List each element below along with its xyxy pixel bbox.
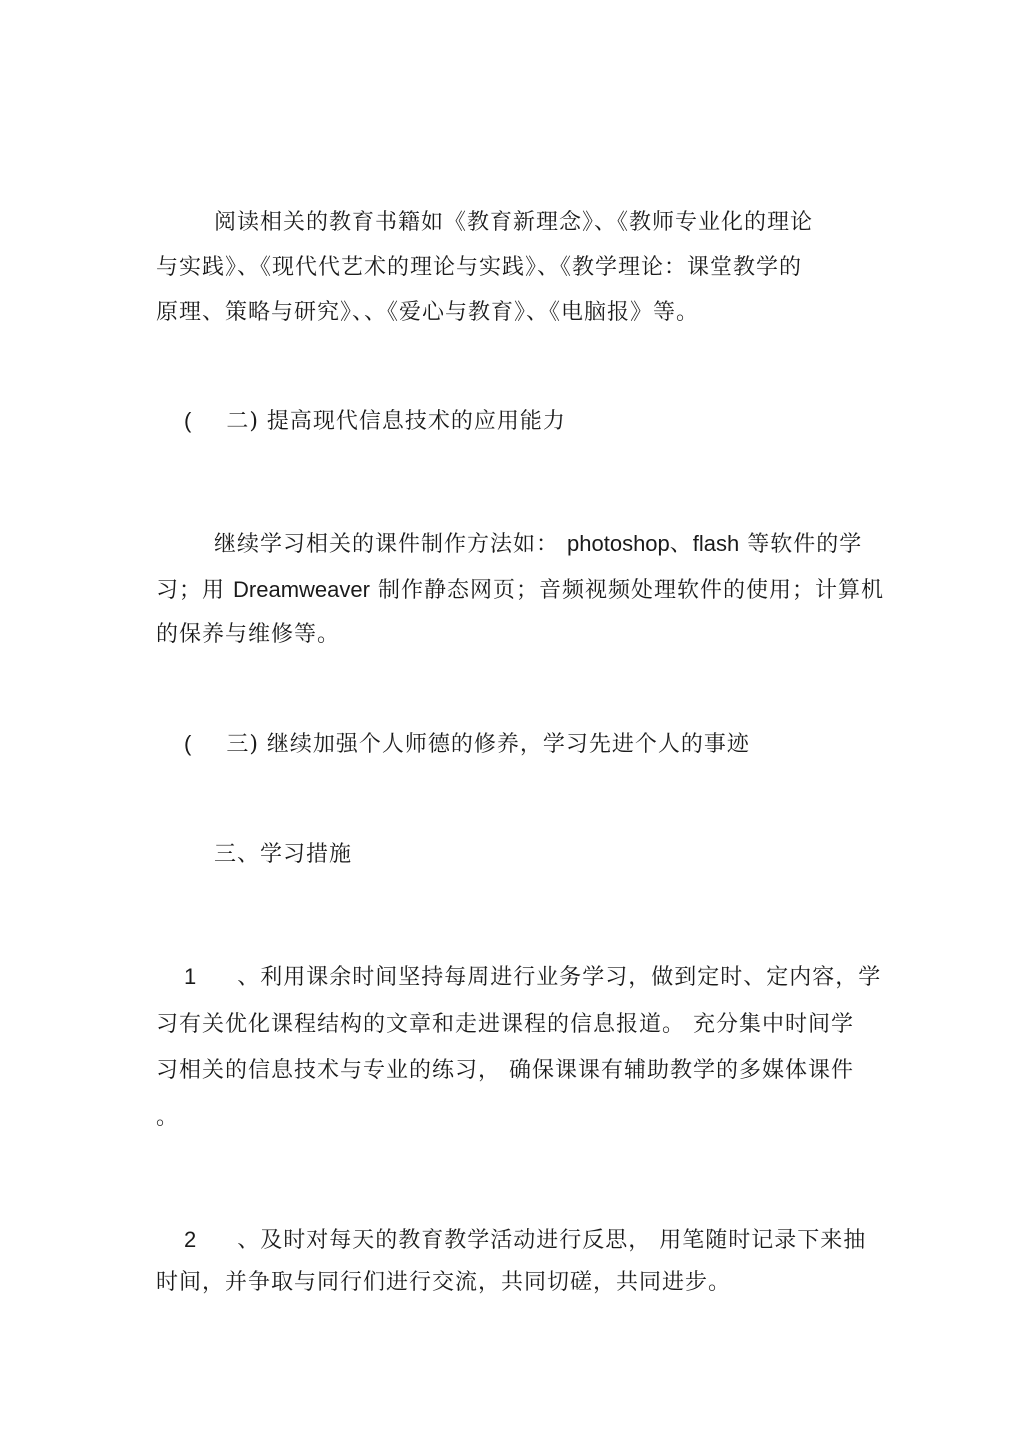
tech-line-2-text-c: 制作静态网页；音频视频处理软件的使用；计算机 bbox=[377, 578, 884, 603]
tech-flash: flash bbox=[692, 531, 740, 556]
heading-tech-ability bbox=[184, 406, 566, 437]
reading-line-2: 与实践》、《现代代艺术的理论与实践》、《教学理论：课堂教学的 bbox=[156, 255, 803, 280]
tech-line-1-text-e: 等软件的学 bbox=[747, 532, 863, 557]
heading-tech-label: 二) 提高现代信息技术的应用能力 bbox=[226, 409, 566, 434]
tech-line-2 bbox=[156, 575, 884, 606]
item-1-number: 1 bbox=[184, 964, 198, 989]
tech-line-1-sep: 、 bbox=[669, 532, 693, 557]
heading-ethics-paren: ( bbox=[184, 731, 193, 756]
section-three-title: 三、学习措施 bbox=[214, 842, 353, 867]
reading-line-1: 阅读相关的教育书籍如《教育新理念》、《教师专业化的理论 bbox=[214, 210, 814, 235]
item-1-text-1: 、利用课余时间坚持每周进行业务学习，做到定时、定内容，学 bbox=[237, 965, 882, 990]
item-1-line-2: 习有关优化课程结构的文章和走进课程的信息报道。 充分集中时间学 bbox=[156, 1012, 854, 1037]
item-2-number: 2 bbox=[184, 1227, 198, 1252]
heading-ethics bbox=[184, 729, 750, 760]
tech-photoshop: photoshop bbox=[567, 531, 670, 556]
item-2-text-1: 、及时对每天的教育教学活动进行反思， 用笔随时记录下来抽 bbox=[237, 1228, 867, 1253]
tech-line-1 bbox=[214, 529, 862, 560]
tech-line-2-text-a: 习；用 bbox=[156, 578, 226, 603]
tech-dreamweaver: Dreamweaver bbox=[233, 577, 370, 602]
item-1-line-3: 习相关的信息技术与专业的练习， 确保课课有辅助教学的多媒体课件 bbox=[156, 1058, 854, 1083]
tech-line-3: 的保养与维修等。 bbox=[156, 622, 341, 647]
item-1-line-1 bbox=[184, 962, 881, 993]
reading-line-3: 原理、策略与研究》、、《爱心与教育》、《电脑报》等。 bbox=[156, 300, 700, 325]
item-2-line-1 bbox=[184, 1225, 866, 1256]
item-2-line-2: 时间，并争取与同行们进行交流，共同切磋，共同进步。 bbox=[156, 1270, 732, 1295]
tech-line-1-text-a: 继续学习相关的课件制作方法如： bbox=[214, 532, 560, 557]
item-1-line-4: 。 bbox=[156, 1105, 180, 1130]
heading-tech-paren: ( bbox=[184, 408, 193, 433]
heading-ethics-label: 三) 继续加强个人师德的修养，学习先进个人的事迹 bbox=[226, 732, 750, 757]
